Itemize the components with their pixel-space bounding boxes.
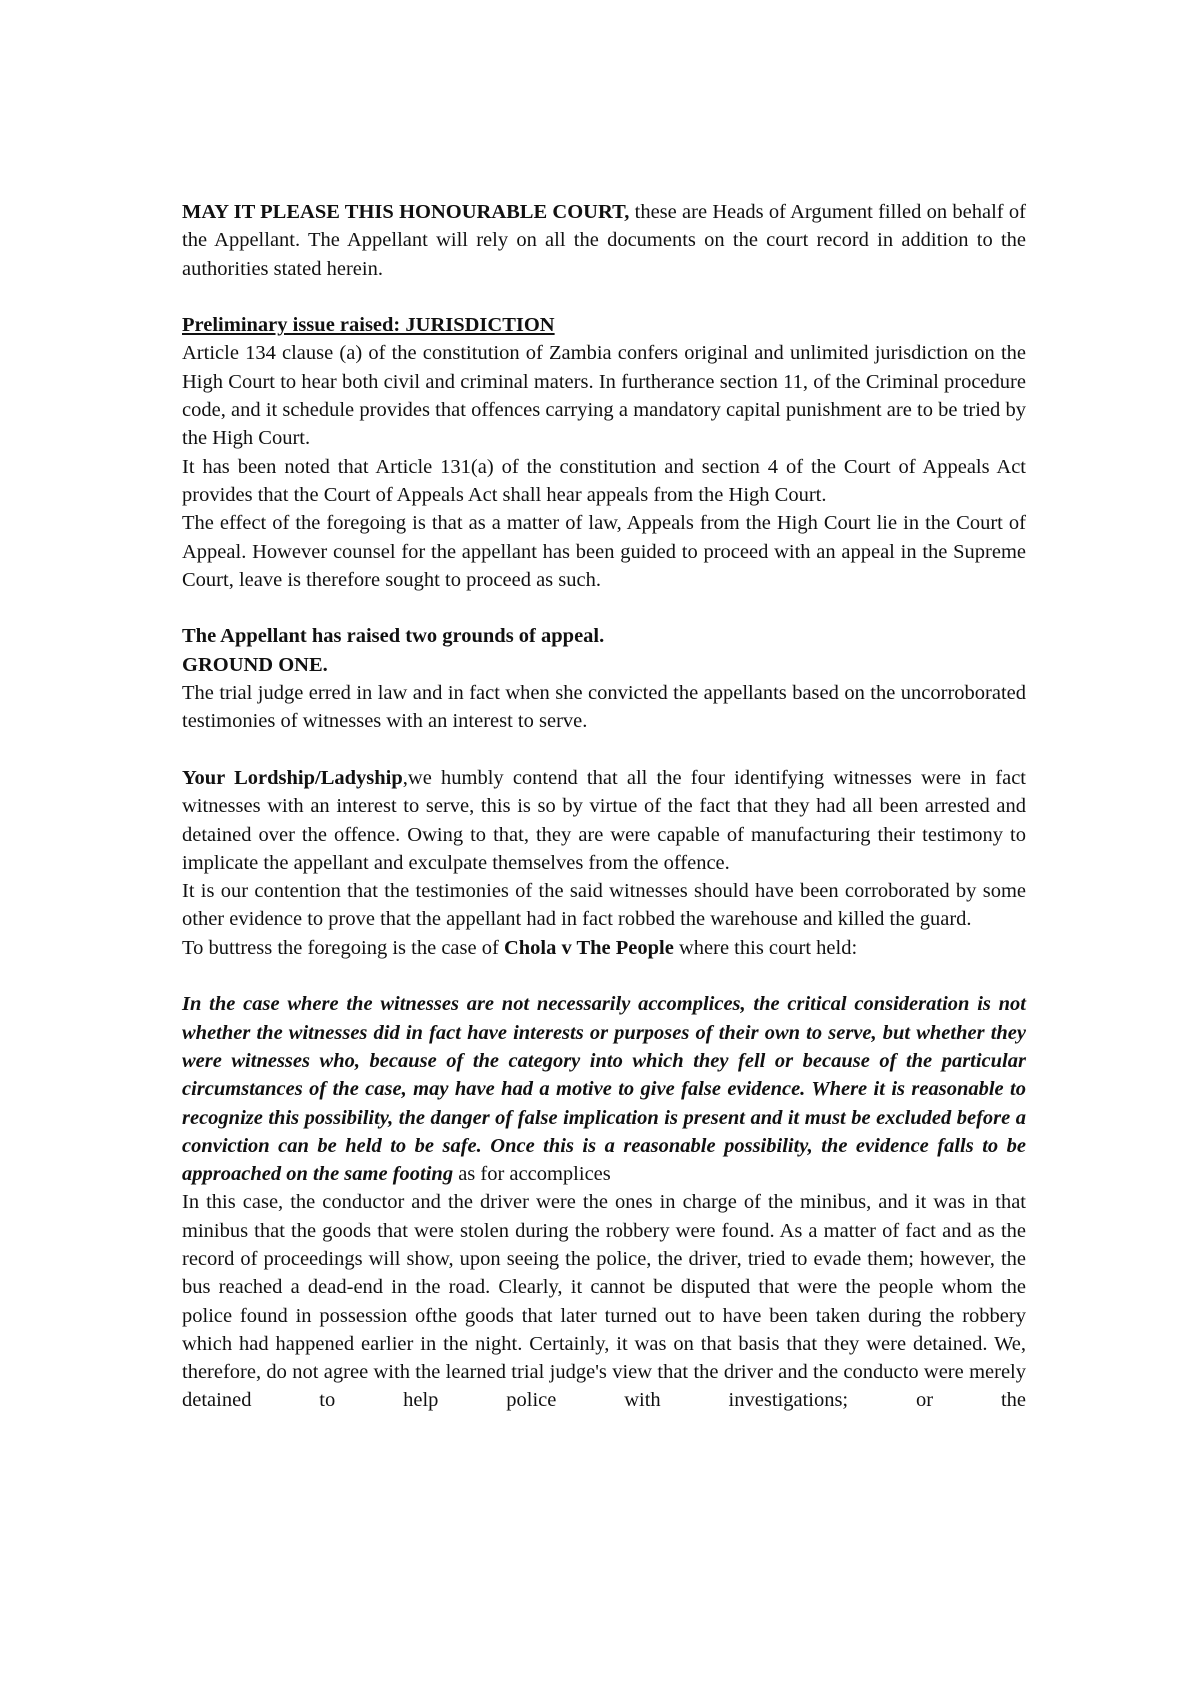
case-quote-text: In the case where the witnesses are not necessarily accomplices, the critical consideration is not whether the witnesses did in fact have interests or purposes of their own to serve, but whether they were witnesses who, because of the category into which they fell or because of the particular circumstances of the case, may have had a motive to give false evidence. Where it is reasonable to recognize this possibility, the danger of false implication is present and it must be excluded before a conviction can be held to be safe. Once this is a reasonable possibility, the evidence falls to be approached on the same footing	[182, 993, 1026, 1186]
spacer	[182, 283, 1026, 311]
argument-paragraph-3-before: To buttress the foregoing is the case of	[182, 936, 504, 959]
preliminary-paragraph-2: It has been noted that Article 131(a) of the constitution and section 4 of the Court of Appeals Act provides that the Court of Appeals Act shall hear appeals from the High Court.	[182, 455, 1026, 506]
analysis-paragraph: In this case, the conductor and the driver were the ones in charge of the minibus, and it was in that minibus that the goods that were stolen during the robbery were found. As a matter of fact and as the record of proceedings will show, upon seeing the police, the driver, tried to evade them; however, the bus reached a dead-end in the road. Clearly, it cannot be disputed that were the people whom the police found in possession ofthe goods that later turned out to have been taken during the robbery which had happened earlier in the night. Certainly, it was on that basis that they were detained. We, therefore, do not agree with the learned trial judge's view that the driver and the conducto were merely detained to help police with investigations; or the	[182, 1191, 1026, 1412]
preliminary-heading	[182, 311, 1026, 339]
ground-one-heading: GROUND ONE.	[182, 653, 328, 676]
preliminary-heading-text: Preliminary issue raised: JURISDICTION	[182, 314, 555, 337]
spacer	[182, 736, 1026, 764]
ground-one-text: The trial judge erred in law and in fact when she convicted the appellants based on the uncorroborated testimonies of witnesses with an interest to serve.	[182, 682, 1026, 733]
argument-paragraph-2: It is our contention that the testimonies of the said witnesses should have been corroborated by some other evidence to prove that the appellant had in fact robbed the warehouse and killed the guard.	[182, 880, 1026, 931]
intro-lead: MAY IT PLEASE THIS HONOURABLE COURT,	[182, 201, 630, 223]
argument-paragraph-1-text: ,we humbly contend that all the four identifying witnesses were in fact witnesses with an interest to serve, this is so by virtue of the fact that they had all been arrested and detained over the offence. Owing to that, they are were capable of manufacturing their testimony to implicate the appellant and exculpate themselves from the offence.	[182, 766, 1026, 874]
address-lead: Your Lordship/Ladyship	[182, 766, 403, 789]
case-quote	[182, 990, 1026, 1188]
spacer	[182, 594, 1026, 622]
document-page	[182, 198, 1026, 1415]
intro-paragraph	[182, 198, 1026, 283]
case-quote-tail: as for accomplices	[453, 1163, 611, 1186]
argument-paragraph-3-after: where this court held:	[673, 936, 858, 959]
grounds-heading: The Appellant has raised two grounds of appeal.	[182, 625, 605, 648]
argument-paragraph-3	[182, 934, 1026, 962]
spacer	[182, 962, 1026, 990]
case-name: Chola v The People	[503, 936, 674, 959]
argument-paragraph-1	[182, 764, 1026, 877]
preliminary-paragraph-3: The effect of the foregoing is that as a matter of law, Appeals from the High Court lie in the Court of Appeal. However counsel for the appellant has been guided to proceed with an appeal in the Supreme Court, leave is therefore sought to proceed as such.	[182, 512, 1026, 591]
preliminary-paragraph-1: Article 134 clause (a) of the constitution of Zambia confers original and unlimited jurisdiction on the High Court to hear both civil and criminal maters. In furtherance section 11, of the Criminal procedure code, and it schedule provides that offences carrying a mandatory capital punishment are to be tried by the High Court.	[182, 342, 1026, 450]
intro-text: these are Heads of Argument filled on behalf of the Appellant. The Appellant will rely on all the documents on the court record in addition to the authorities stated herein.	[182, 201, 1026, 280]
